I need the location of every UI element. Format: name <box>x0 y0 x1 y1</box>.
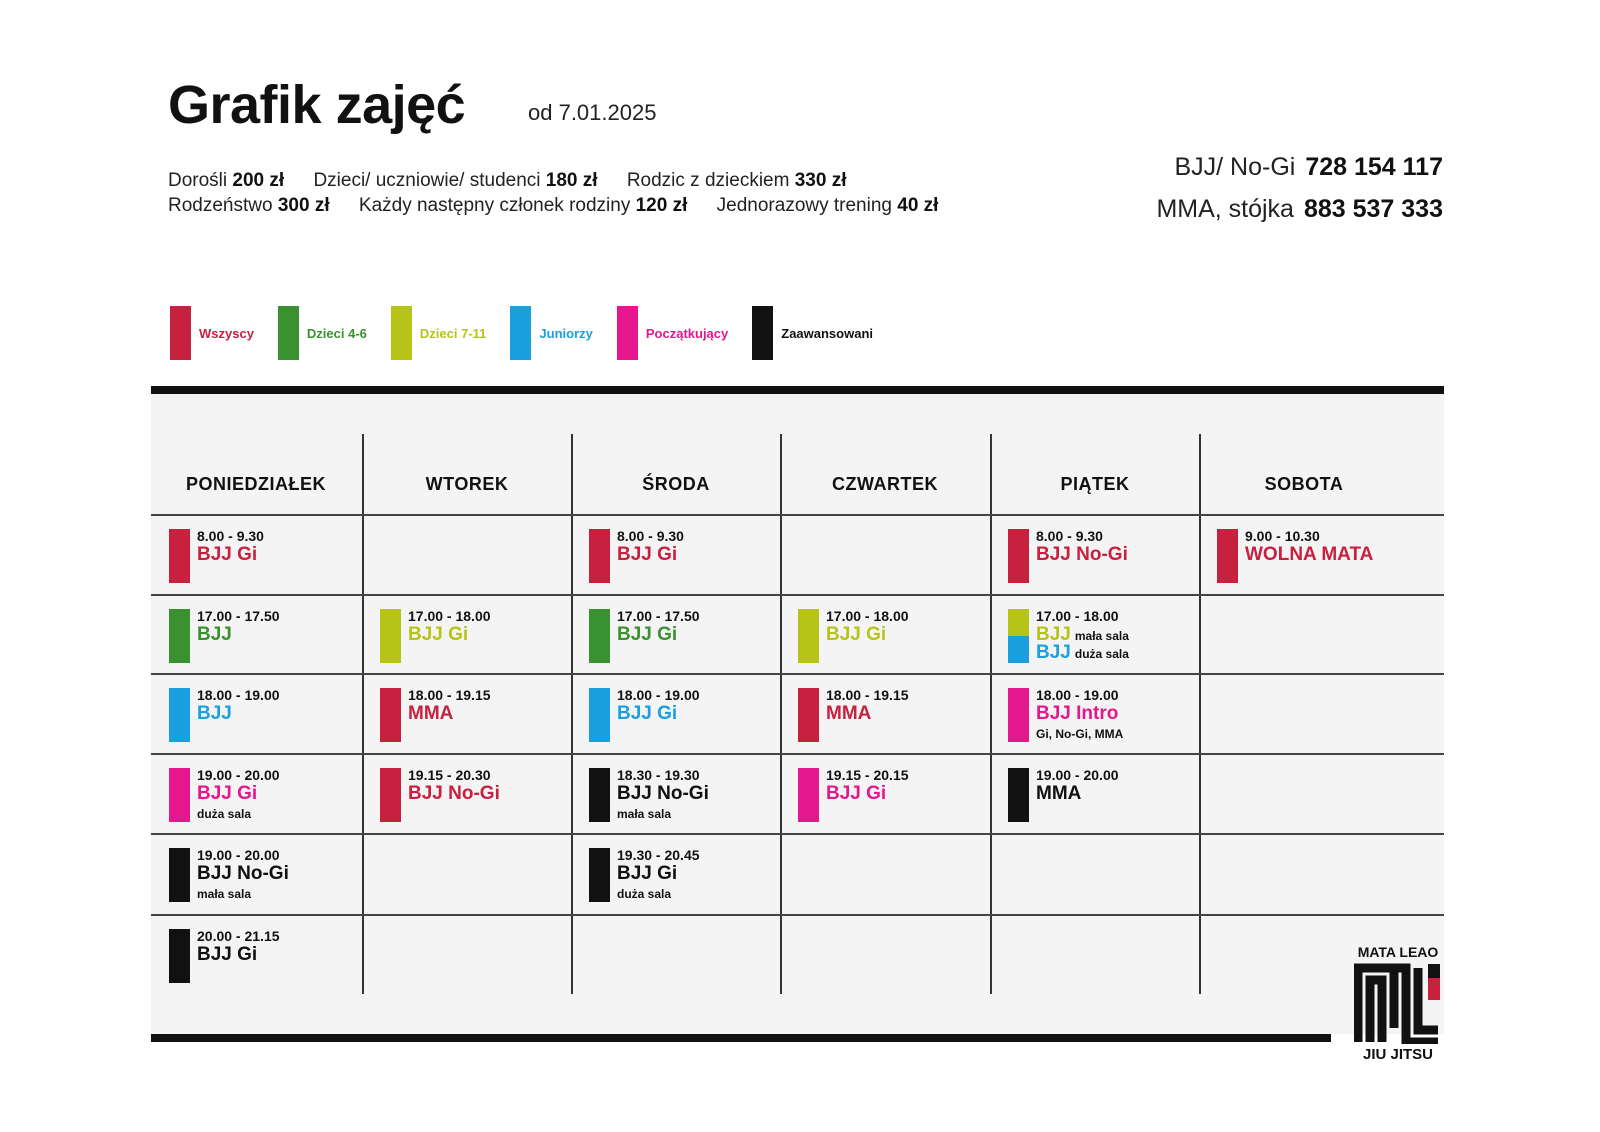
class-room: Gi, No-Gi, MMA <box>1036 727 1124 741</box>
color-legend <box>170 306 897 360</box>
class-name: BJJ Gi <box>197 783 258 804</box>
class-slot <box>151 514 366 594</box>
class-slot <box>571 594 786 674</box>
class-name: BJJ mała sala <box>1036 624 1129 645</box>
class-room: duża sala <box>1074 647 1129 661</box>
class-time: 19.15 - 20.30 <box>408 767 491 783</box>
class-time: 8.00 - 9.30 <box>1036 528 1103 544</box>
class-slot <box>151 753 366 833</box>
class-slot <box>571 673 786 753</box>
class-time: 8.00 - 9.30 <box>197 528 264 544</box>
price-item: Dorośli 200 zł <box>168 170 285 191</box>
logo-bottom-text: JIU JITSU <box>1362 1046 1434 1063</box>
class-time: 19.00 - 20.00 <box>197 847 280 863</box>
legend-swatch <box>510 306 531 360</box>
price-item: Dzieci/ uczniowie/ studenci 180 zł <box>313 170 598 191</box>
class-name: BJJ Gi <box>617 624 678 645</box>
class-color-bar <box>589 768 610 822</box>
class-slot <box>362 594 577 674</box>
class-color-bar <box>589 848 610 902</box>
class-color-bar <box>589 688 610 742</box>
class-name: BJJ Gi <box>197 944 258 965</box>
class-color-bar <box>589 609 610 663</box>
class-name: MMA <box>408 703 454 724</box>
class-time: 18.00 - 19.00 <box>197 687 280 703</box>
class-slot <box>571 753 786 833</box>
class-time: 9.00 - 10.30 <box>1245 528 1320 544</box>
legend-label: Zaawansowani <box>781 325 873 341</box>
contact-bjj: BJJ/ No-Gi 728 154 117 <box>1174 153 1443 181</box>
class-name: MMA <box>1036 783 1082 804</box>
phone-number[interactable]: 883 537 333 <box>1303 195 1443 223</box>
class-color-bar <box>1008 529 1029 583</box>
class-time: 8.00 - 9.30 <box>617 528 684 544</box>
class-color-bar <box>1008 768 1029 822</box>
legend-item <box>278 306 367 360</box>
phone-number[interactable]: 728 154 117 <box>1305 153 1443 181</box>
class-slot <box>571 833 786 913</box>
legend-item <box>617 306 728 360</box>
legend-label: Początkujący <box>645 325 729 341</box>
class-room: mała sala <box>1074 629 1129 643</box>
class-color-bar <box>380 688 401 742</box>
class-name: BJJ Gi <box>617 703 678 724</box>
class-name: BJJ Gi <box>408 624 469 645</box>
legend-item <box>752 306 873 360</box>
class-time: 17.00 - 18.00 <box>1036 608 1119 624</box>
class-color-bar <box>798 688 819 742</box>
class-color-bar <box>798 768 819 822</box>
top-divider <box>151 386 1444 394</box>
class-name: BJJ No-Gi <box>1036 544 1128 565</box>
class-slot <box>1199 514 1414 594</box>
price-row-1 <box>168 168 962 193</box>
class-room: duża sala <box>617 887 672 901</box>
legend-swatch <box>752 306 773 360</box>
legend-swatch <box>617 306 638 360</box>
class-time: 17.00 - 18.00 <box>826 608 909 624</box>
price-list <box>168 168 962 218</box>
class-color-bar <box>380 609 401 663</box>
class-time: 17.00 - 17.50 <box>197 608 280 624</box>
contact-list <box>1156 146 1443 230</box>
legend-item <box>510 306 592 360</box>
class-name: BJJ Gi <box>617 544 678 565</box>
legend-label: Wszyscy <box>199 325 254 341</box>
price-item: Jednorazowy trening 40 zł <box>716 195 939 216</box>
class-slot <box>990 753 1205 833</box>
class-color-bar <box>1217 529 1238 583</box>
class-name: MMA <box>826 703 872 724</box>
class-slot <box>151 673 366 753</box>
bottom-divider <box>151 1034 1331 1042</box>
legend-label: Dzieci 4-6 <box>306 325 367 341</box>
class-slot <box>990 673 1205 753</box>
class-name: BJJ No-Gi <box>408 783 500 804</box>
class-time: 19.15 - 20.15 <box>826 767 909 783</box>
class-slot <box>151 914 366 994</box>
legend-swatch <box>170 306 191 360</box>
class-slot <box>780 673 995 753</box>
page-subtitle: od 7.01.2025 <box>528 100 657 125</box>
class-slot <box>571 514 786 594</box>
class-time: 18.00 - 19.15 <box>408 687 491 703</box>
class-color-bar <box>169 768 190 822</box>
day-header: ŚRODA <box>642 474 710 494</box>
class-room: mała sala <box>197 887 252 901</box>
class-slot <box>780 594 995 674</box>
class-time: 18.30 - 19.30 <box>617 767 700 783</box>
contact-mma: MMA, stójka 883 537 333 <box>1156 195 1443 223</box>
legend-label: Juniorzy <box>539 325 593 341</box>
mata-leao-logo <box>1352 944 1444 1064</box>
class-color-bar <box>1008 609 1029 636</box>
class-time: 17.00 - 18.00 <box>408 608 491 624</box>
day-header: CZWARTEK <box>832 474 938 494</box>
class-name: BJJ No-Gi <box>197 863 289 884</box>
class-time: 17.00 - 17.50 <box>617 608 700 624</box>
class-color-bar <box>169 929 190 983</box>
class-name: BJJ <box>197 624 232 645</box>
class-color-bar <box>1008 636 1029 663</box>
class-time: 19.00 - 20.00 <box>1036 767 1119 783</box>
legend-label: Dzieci 7-11 <box>419 325 487 341</box>
class-slot <box>990 594 1205 674</box>
class-time: 19.00 - 20.00 <box>197 767 280 783</box>
class-name: BJJ No-Gi <box>617 783 709 804</box>
class-time: 18.00 - 19.15 <box>826 687 909 703</box>
day-header: WTOREK <box>425 474 509 494</box>
class-name: BJJ <box>197 703 232 724</box>
price-row-2 <box>168 193 962 218</box>
legend-swatch <box>278 306 299 360</box>
class-name: BJJ Intro <box>1036 703 1119 724</box>
class-time: 19.30 - 20.45 <box>617 847 700 863</box>
class-name: BJJ duża sala <box>1036 642 1129 663</box>
class-room: duża sala <box>197 807 252 821</box>
class-room: mała sala <box>617 807 672 821</box>
legend-item <box>170 306 254 360</box>
class-slot <box>151 833 366 913</box>
class-time: 20.00 - 21.15 <box>197 928 280 944</box>
class-slot <box>990 514 1205 594</box>
class-name: WOLNA MATA <box>1245 544 1374 565</box>
class-color-bar <box>798 609 819 663</box>
price-item: Każdy następny członek rodziny 120 zł <box>358 195 688 216</box>
day-header: SOBOTA <box>1264 474 1344 494</box>
class-color-bar <box>169 609 190 663</box>
class-slot <box>362 673 577 753</box>
class-slot <box>151 594 366 674</box>
day-header: PONIEDZIAŁEK <box>185 474 326 494</box>
class-color-bar <box>589 529 610 583</box>
price-item: Rodzeństwo 300 zł <box>168 195 330 216</box>
class-color-bar <box>169 688 190 742</box>
class-name: BJJ Gi <box>197 544 258 565</box>
class-slot <box>362 753 577 833</box>
legend-item <box>391 306 487 360</box>
class-color-bar <box>380 768 401 822</box>
legend-swatch <box>391 306 412 360</box>
class-name: BJJ Gi <box>826 783 887 804</box>
logo-top-text: MATA LEAO <box>1357 944 1439 960</box>
class-color-bar <box>169 848 190 902</box>
class-color-bar <box>1008 688 1029 742</box>
class-name: BJJ Gi <box>617 863 678 884</box>
class-name: BJJ Gi <box>826 624 887 645</box>
day-header: PIĄTEK <box>1060 474 1130 494</box>
class-time: 18.00 - 19.00 <box>1036 687 1119 703</box>
page-title: Grafik zajęć <box>168 75 466 135</box>
ml-logo-icon <box>1354 962 1442 1044</box>
price-item: Rodzic z dzieckiem 330 zł <box>626 170 847 191</box>
class-slot <box>780 753 995 833</box>
class-time: 18.00 - 19.00 <box>617 687 700 703</box>
class-color-bar <box>169 529 190 583</box>
